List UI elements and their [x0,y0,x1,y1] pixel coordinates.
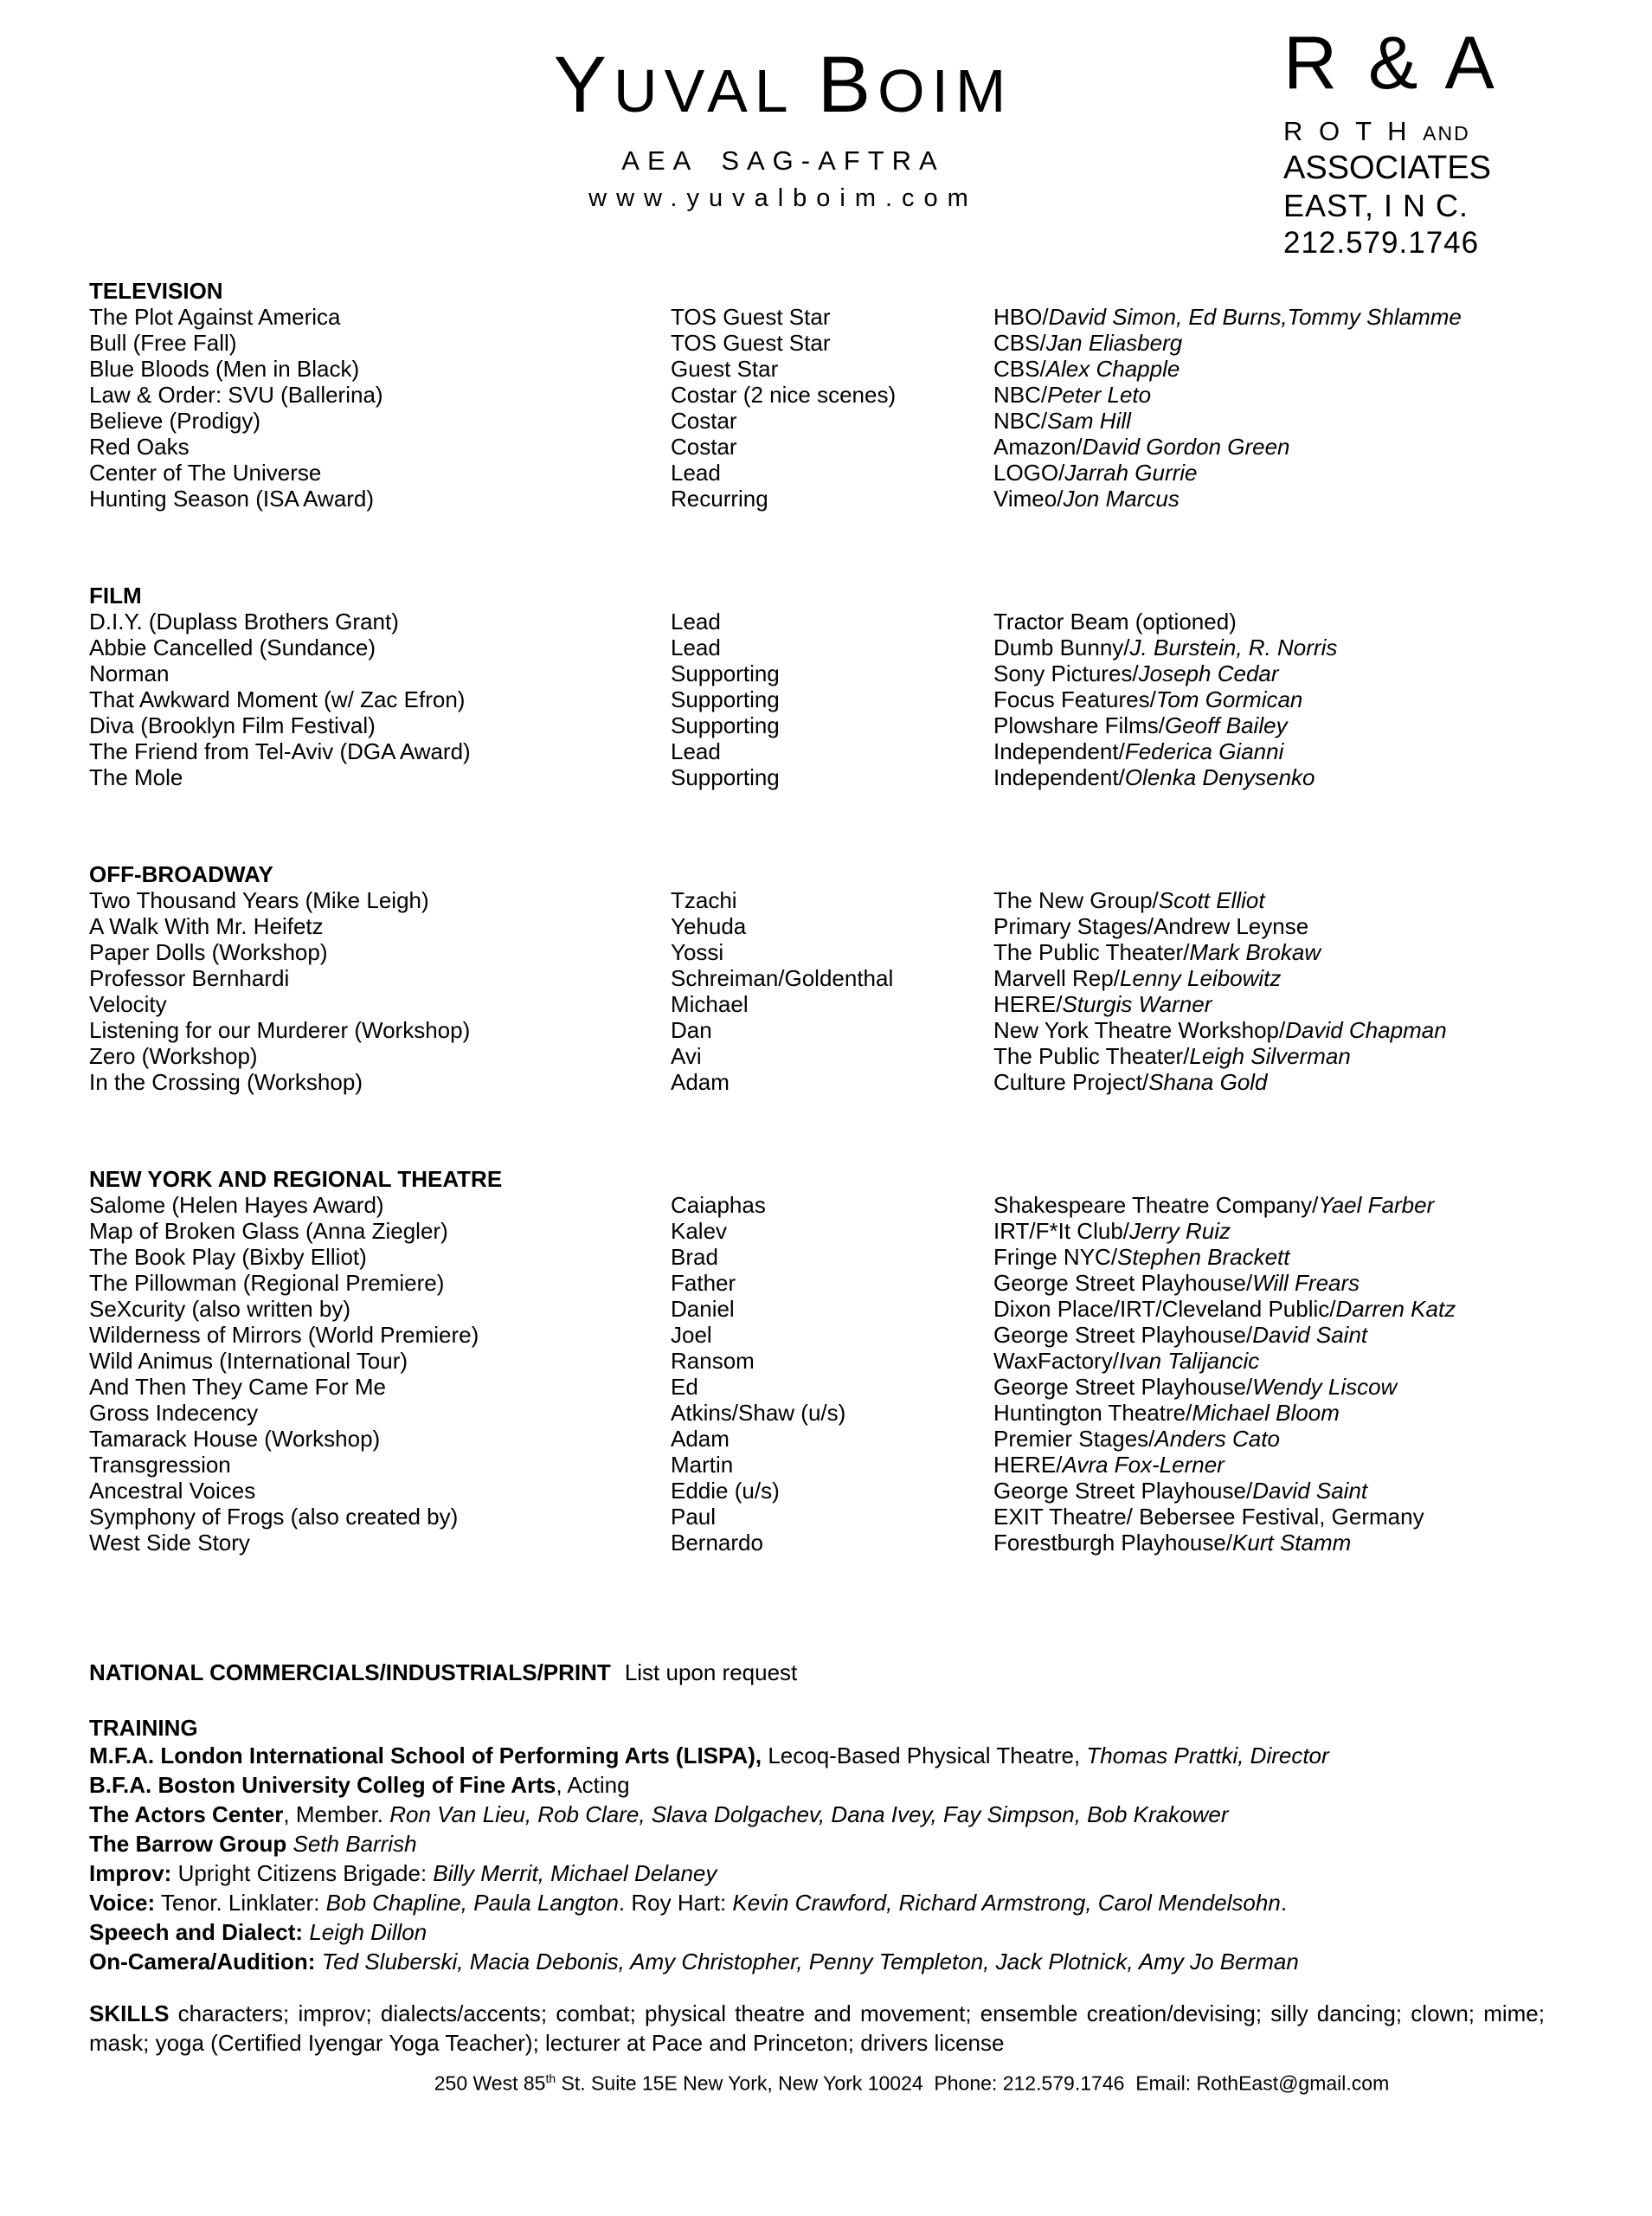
director-name: Lenny Leibowitz [1119,965,1282,991]
credit-row [89,304,1652,330]
company-director: HBO/David Simon, Ed Burns,Tommy Shlamme [993,304,1462,330]
production-title: Symphony of Frogs (also created by) [89,1504,459,1530]
role-name: Adam [671,1426,730,1452]
director-name: Michael Bloom [1192,1400,1340,1426]
training-label: Voice: [89,1890,156,1916]
name-initial: B [817,41,878,129]
credit-row [89,486,1652,512]
production-title: Center of The Universe [89,460,322,486]
resume-section [89,861,1652,1095]
credit-row [89,991,1652,1017]
training-line: The Actors Center, Member. Ron Van Lieu, Rob Clare, Slava Dolgachev, Dana Ivey, Fay Simpson, Bob Krakower [89,1801,1229,1827]
role-name: Tzachi [671,887,737,913]
company-director: The Public Theater/Leigh Silverman [993,1043,1351,1069]
role-name: Adam [671,1069,730,1095]
credit-row [89,738,1652,764]
company-director: HERE/Sturgis Warner [993,991,1212,1017]
production-title: SeXcurity (also written by) [89,1296,350,1322]
skills-heading: SKILLS [89,2000,170,2026]
skills-paragraph [89,1999,1652,2058]
commercials-heading: NATIONAL COMMERCIALS/INDUSTRIALS/PRINT [89,1659,611,1685]
company-director: George Street Playhouse/Wendy Liscow [993,1374,1398,1400]
role-name: Supporting [671,660,780,686]
production-title: Tamarack House (Workshop) [89,1426,381,1452]
production-title: Paper Dolls (Workshop) [89,939,328,965]
director-name: David Gordon Green [1082,434,1290,460]
credit-row [89,913,1652,939]
company-director: CBS/Jan Eliasberg [993,330,1183,356]
footer-contact: St. Suite 15E New York, New York 10024 Phone: 212.579.1746 Email: RothEast@gmail.com [556,2071,1390,2095]
union-aea: AEA [621,145,699,176]
role-name: Dan [671,1017,712,1043]
credit-row [89,1192,1652,1218]
director-name: David Saint [1252,1322,1368,1348]
director-name: Leigh Silverman [1189,1043,1351,1069]
credits-sections [89,278,1652,1556]
agency-and: AND [1423,122,1470,145]
training-line [89,1829,1652,1858]
production-title: Law & Order: SVU (Ballerina) [89,382,383,408]
credit-row [89,660,1652,686]
resume-section [89,278,1652,512]
director-name: Darren Katz [1335,1296,1456,1322]
training-names: Kevin Crawford, Richard Armstrong, Carol Mendelsohn [732,1890,1281,1916]
credit-row [89,712,1652,738]
agency-logo: R & A [1283,22,1500,105]
credit-row [89,609,1652,635]
production-title: Professor Bernhardi [89,965,290,991]
role-name: Eddie (u/s) [671,1478,780,1504]
credit-row [89,1348,1652,1374]
training-label: B.F.A. Boston University Colleg of Fine Arts [89,1772,556,1798]
director-name: Sturgis Warner [1062,991,1212,1017]
production-title: Blue Bloods (Men in Black) [89,356,360,382]
company-director: Independent/Federica Gianni [993,738,1284,764]
credit-row [89,965,1652,991]
company-director: WaxFactory/Ivan Talijancic [993,1348,1260,1374]
director-name: Federica Gianni [1124,738,1284,764]
director-name: Wendy Liscow [1252,1374,1398,1400]
director-name: Stephen Brackett [1117,1244,1290,1270]
credit-row [89,460,1652,486]
production-title: Wild Animus (International Tour) [89,1348,408,1374]
production-title: A Walk With Mr. Heifetz [89,913,324,939]
director-name: Scott Elliot [1158,887,1265,913]
production-title: Abbie Cancelled (Sundance) [89,635,376,660]
production-title: The Pillowman (Regional Premiere) [89,1270,445,1296]
company-director: Independent/Olenka Denysenko [993,764,1315,790]
credit-row [89,939,1652,965]
credit-row [89,1374,1652,1400]
name-rest: UVAL [614,57,795,125]
training-names: Ted Sluberski, Macia Debonis, Amy Christopher, Penny Templeton, Jack Plotnick, Amy Jo Berman [321,1949,1299,1974]
agency-phone: 212.579.1746 [1283,226,1480,260]
role-name: Brad [671,1244,718,1270]
director-name: Jan Eliasberg [1045,330,1183,356]
resume-body [0,278,1652,2096]
credit-row [89,434,1652,460]
name-initial: Y [553,41,614,129]
company-director: Shakespeare Theatre Company/Yael Farber [993,1192,1435,1218]
training-names: Billy Merrit, Michael Delaney [433,1860,717,1886]
role-name: Michael [671,991,749,1017]
company-director: Marvell Rep/Lenny Leibowitz [993,965,1282,991]
production-title: D.I.Y. (Duplass Brothers Grant) [89,609,399,635]
credit-row [89,1478,1652,1504]
production-title: Zero (Workshop) [89,1043,258,1069]
role-name: Daniel [671,1296,735,1322]
contact-footer [89,2071,1652,2096]
director-name: Peter Leto [1047,382,1152,408]
credit-row [89,1452,1652,1478]
section-heading: NEW YORK AND REGIONAL THEATRE [89,1166,503,1192]
production-title: Believe (Prodigy) [89,408,260,434]
director-name: David Simon, Ed Burns,Tommy Shlamme [1048,304,1462,330]
credit-row [89,1322,1652,1348]
training-line: Improv: Upright Citizens Brigade: Billy Merrit, Michael Delaney [89,1860,717,1886]
section-heading: OFF-BROADWAY [89,861,273,887]
training-names: Leigh Dillon [309,1919,427,1945]
credit-row [89,1400,1652,1426]
company-director: New York Theatre Workshop/David Chapman [993,1017,1447,1043]
training-names: Thomas Prattki, Director [1086,1743,1329,1768]
training-line: M.F.A. London International School of Performing Arts (LISPA), Lecoq-Based Physical Theatre, Thomas Prattki, Director [89,1743,1329,1768]
director-name: David Saint [1252,1478,1368,1504]
agency-east-inc: EAST, I N C. [1283,188,1469,223]
name-rest: OIM [877,57,1013,125]
director-name: Sam Hill [1047,408,1131,434]
role-name: Caiaphas [671,1192,766,1218]
company-director: EXIT Theatre/ Bebersee Festival, Germany [993,1504,1424,1530]
credit-row [89,764,1652,790]
credit-row [89,1426,1652,1452]
credit-row [89,1296,1652,1322]
production-title: The Book Play (Bixby Elliot) [89,1244,367,1270]
credit-row [89,887,1652,913]
credit-row [89,408,1652,434]
credit-row [89,1504,1652,1530]
company-director: Sony Pictures/Joseph Cedar [993,660,1279,686]
director-name: Tom Gormican [1155,686,1303,712]
role-name: Lead [671,738,721,764]
training-lines [89,1741,1652,1976]
role-name: Supporting [671,686,780,712]
role-name: Costar [671,408,737,434]
role-name: TOS Guest Star [671,304,831,330]
role-name: Yossi [671,939,724,965]
credit-row [89,1270,1652,1296]
company-director: NBC/Peter Leto [993,382,1152,408]
role-name: Avi [671,1043,702,1069]
role-name: Supporting [671,764,780,790]
training-names: Seth Barrish [292,1831,417,1857]
agency-logo-block [1283,22,1500,260]
company-director: NBC/Sam Hill [993,408,1131,434]
director-name: Jon Marcus [1063,486,1180,512]
agency-name-line [1283,118,1500,145]
credit-row [89,382,1652,408]
production-title: The Mole [89,764,183,790]
union-sag-aftra: SAG-AFTRA [721,145,945,176]
role-name: Ed [671,1374,698,1400]
agency-roth: R O T H [1283,116,1411,146]
role-name: Father [671,1270,736,1296]
company-director: The New Group/Scott Elliot [993,887,1265,913]
credit-row [89,1218,1652,1244]
company-director: Focus Features/Tom Gormican [993,686,1303,712]
role-name: Lead [671,609,721,635]
credit-row [89,330,1652,356]
resume-header [0,0,1652,278]
role-name: Lead [671,460,721,486]
production-title: Salome (Helen Hayes Award) [89,1192,384,1218]
director-name: J. Burstein, R. Norris [1129,635,1338,660]
director-name: Jarrah Gurrie [1064,460,1198,486]
company-director: George Street Playhouse/David Saint [993,1478,1368,1504]
director-name: Ivan Talijancic [1118,1348,1260,1374]
production-title: That Awkward Moment (w/ Zac Efron) [89,686,466,712]
role-name: Kalev [671,1218,728,1244]
company-director: IRT/F*It Club/Jerry Ruiz [993,1218,1231,1244]
director-name: Joseph Cedar [1138,660,1279,686]
company-director: Forestburgh Playhouse/Kurt Stamm [993,1530,1352,1556]
agency-associates: ASSOCIATES [1283,150,1492,186]
production-title: Ancestral Voices [89,1478,256,1504]
production-title: The Friend from Tel-Aviv (DGA Award) [89,738,471,764]
company-director: Amazon/David Gordon Green [993,434,1290,460]
training-label: Speech and Dialect: [89,1919,304,1945]
company-director: Premier Stages/Anders Cato [993,1426,1280,1452]
resume-section [89,1166,1652,1556]
director-name: David Chapman [1285,1017,1447,1043]
role-name: Lead [671,635,721,660]
director-name: Will Frears [1252,1270,1360,1296]
company-director: George Street Playhouse/Will Frears [993,1270,1360,1296]
company-director: The Public Theater/Mark Brokaw [993,939,1321,965]
company-director: Dumb Bunny/J. Burstein, R. Norris [993,635,1338,660]
production-title: In the Crossing (Workshop) [89,1069,363,1095]
director-name: Geoff Bailey [1164,712,1288,738]
production-title: Norman [89,660,170,686]
training-label: On-Camera/Audition: [89,1949,316,1974]
company-director: Tractor Beam (optioned) [993,609,1237,635]
credit-row [89,686,1652,712]
production-title: Listening for our Murderer (Workshop) [89,1017,471,1043]
role-name: Schreiman/Goldenthal [671,965,894,991]
commercials-line [89,1659,1652,1685]
credit-row [89,1017,1652,1043]
company-director: LOGO/Jarrah Gurrie [993,460,1198,486]
training-label: The Actors Center [89,1801,284,1827]
production-title: Hunting Season (ISA Award) [89,486,375,512]
company-director: CBS/Alex Chapple [993,356,1180,382]
director-name: Shana Gold [1148,1069,1268,1095]
training-line [89,1947,1652,1976]
training-label: The Barrow Group [89,1831,287,1857]
production-title: The Plot Against America [89,304,341,330]
training-line [89,1917,1652,1947]
production-title: West Side Story [89,1530,250,1556]
production-title: And Then They Came For Me [89,1374,386,1400]
role-name: Yehuda [671,913,747,939]
credit-row [89,1244,1652,1270]
company-director: Fringe NYC/Stephen Brackett [993,1244,1290,1270]
role-name: Ransom [671,1348,755,1374]
footer-address: 250 West 85 [434,2071,546,2095]
director-name: Olenka Denysenko [1124,764,1315,790]
training-names: Ron Van Lieu, Rob Clare, Slava Dolgachev, Dana Ivey, Fay Simpson, Bob Krakower [389,1801,1229,1827]
training-line: B.F.A. Boston University Colleg of Fine Arts, Acting [89,1772,630,1798]
role-name: Atkins/Shaw (u/s) [671,1400,846,1426]
role-name: Recurring [671,486,768,512]
director-name: Mark Brokaw [1189,939,1321,965]
production-title: Transgression [89,1452,231,1478]
director-name: Alex Chapple [1045,356,1180,382]
production-title: Wilderness of Mirrors (World Premiere) [89,1322,479,1348]
company-director: Plowshare Films/Geoff Bailey [993,712,1288,738]
role-name: Martin [671,1452,734,1478]
production-title: Gross Indecency [89,1400,259,1426]
production-title: Velocity [89,991,167,1017]
role-name: TOS Guest Star [671,330,831,356]
role-name: Guest Star [671,356,779,382]
resume-section [89,583,1652,790]
company-director: Huntington Theatre/Michael Bloom [993,1400,1340,1426]
training-names: Bob Chapline, Paula Langton [325,1890,619,1916]
production-title: Bull (Free Fall) [89,330,237,356]
section-heading: FILM [89,583,142,609]
production-title: Map of Broken Glass (Anna Ziegler) [89,1218,448,1244]
company-director: HERE/Avra Fox-Lerner [993,1452,1225,1478]
skills-text: characters; improv; dialects/accents; combat; physical theatre and movement; ensemble creation/devising; silly dancing; clown; mime; mask; yoga (Certified Iyengar Yoga Teacher); lecturer at Pace and Princeton; drivers license [89,2000,1545,2056]
director-name: Yael Farber [1318,1192,1435,1218]
commercials-note: List upon request [624,1659,798,1685]
role-name: Costar (2 nice scenes) [671,382,897,408]
director-name: Anders Cato [1154,1426,1280,1452]
role-name: Joel [671,1322,712,1348]
section-heading: TELEVISION [89,278,223,304]
production-title: Two Thousand Years (Mike Leigh) [89,887,429,913]
role-name: Costar [671,434,737,460]
company-director: Dixon Place/IRT/Cleveland Public/Darren Katz [993,1296,1456,1322]
production-title: Diva (Brooklyn Film Festival) [89,712,376,738]
credit-row [89,1530,1652,1556]
role-name: Paul [671,1504,717,1530]
footer-ordinal: th [545,2071,556,2085]
credit-row [89,356,1652,382]
company-director: Primary Stages/Andrew Leynse [993,913,1309,939]
company-director: Culture Project/Shana Gold [993,1069,1268,1095]
training-heading: TRAINING [89,1715,198,1741]
role-name: Bernardo [671,1530,763,1556]
credit-row [89,1043,1652,1069]
training-label: M.F.A. London International School of Performing Arts (LISPA), [89,1743,762,1768]
company-director: Vimeo/Jon Marcus [993,486,1180,512]
company-director: George Street Playhouse/David Saint [993,1322,1368,1348]
credit-row [89,1069,1652,1095]
role-name: Supporting [671,712,780,738]
credit-row [89,635,1652,660]
director-name: Kurt Stamm [1232,1530,1352,1556]
training-label: Improv: [89,1860,172,1886]
director-name: Jerry Ruiz [1129,1218,1231,1244]
production-title: Red Oaks [89,434,190,460]
director-name: Avra Fox-Lerner [1062,1452,1225,1478]
website-url: www.yuvalboim.com [588,184,978,212]
training-line: Voice: Tenor. Linklater: Bob Chapline, Paula Langton. Roy Hart: Kevin Crawford, Richard Armstrong, Carol Mendelsohn. [89,1890,1288,1916]
